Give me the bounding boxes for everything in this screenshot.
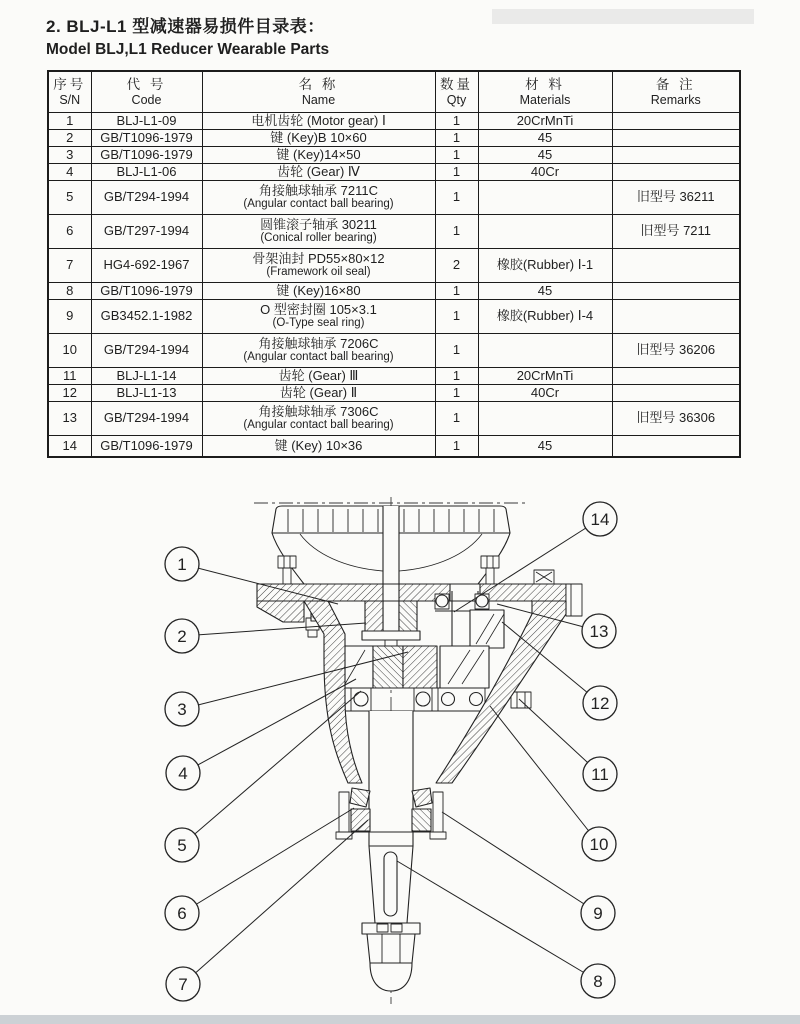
- flange-left-wing: [257, 601, 304, 622]
- header-materials: 材 料 Materials: [478, 71, 612, 113]
- cell-material: 橡胶(Rubber) Ⅰ-1: [478, 249, 612, 283]
- cell-qty: 1: [435, 147, 478, 164]
- cell-material: 40Cr: [478, 385, 612, 402]
- cell-sn: 14: [48, 436, 91, 458]
- svg-text:2: 2: [177, 627, 187, 646]
- callout-14: [583, 502, 617, 536]
- cell-sn: 3: [48, 147, 91, 164]
- callout-12: [583, 686, 617, 720]
- table-row: [48, 283, 740, 300]
- intermediate-gear: [470, 610, 504, 648]
- cell-name: 齿轮 (Gear) Ⅳ: [202, 164, 435, 181]
- reducer-drawing: [257, 506, 582, 991]
- callout-3: [165, 692, 199, 726]
- svg-text:7: 7: [178, 975, 188, 994]
- page-subtitle: Model BLJ,L1 Reducer Wearable Parts: [46, 41, 330, 58]
- cell-qty: 1: [435, 283, 478, 300]
- output-shaft-lower: [369, 846, 413, 923]
- cell-code: GB/T297-1994: [91, 215, 202, 249]
- cell-material: [478, 334, 612, 368]
- scan-edge-shadow: [0, 1015, 800, 1024]
- dome-cap: [370, 963, 412, 991]
- callout-4: [166, 756, 200, 790]
- cell-sn: 5: [48, 181, 91, 215]
- table-row: [48, 164, 740, 181]
- cell-remarks: [612, 436, 740, 458]
- cell-code: GB/T1096-1979: [91, 130, 202, 147]
- cell-qty: 1: [435, 215, 478, 249]
- cell-remarks: [612, 385, 740, 402]
- cell-material: 20CrMnTi: [478, 368, 612, 385]
- callout-6: [165, 896, 199, 930]
- cell-sn: 10: [48, 334, 91, 368]
- cell-name: 键 (Key)16×80: [202, 283, 435, 300]
- cell-code: GB/T1096-1979: [91, 147, 202, 164]
- svg-text:12: 12: [590, 694, 610, 713]
- svg-text:13: 13: [589, 622, 609, 641]
- header-code: 代 号 Code: [91, 71, 202, 113]
- svg-text:5: 5: [177, 836, 187, 855]
- input-shaft: [383, 506, 399, 639]
- cell-qty: 1: [435, 300, 478, 334]
- cell-remarks: [612, 368, 740, 385]
- document-header: [46, 12, 329, 59]
- table-row: [48, 334, 740, 368]
- callout-13: [582, 614, 616, 648]
- taper-roller-left: [350, 788, 370, 807]
- cell-material: 45: [478, 436, 612, 458]
- right-end-plate: [566, 584, 582, 616]
- side-bolt: [511, 692, 531, 708]
- cell-sn: 4: [48, 164, 91, 181]
- cell-name: 齿轮 (Gear) Ⅲ: [202, 368, 435, 385]
- cell-sn: 1: [48, 113, 91, 130]
- cell-remarks: 旧型号 36306: [612, 402, 740, 436]
- svg-text:8: 8: [593, 972, 603, 991]
- svg-text:14: 14: [590, 510, 610, 529]
- callout-11: [583, 757, 617, 791]
- keyway-slot: [384, 852, 397, 916]
- cell-name: O 型密封圈 105×3.1 (O-Type seal ring): [202, 300, 435, 334]
- cell-material: 45: [478, 283, 612, 300]
- cell-material: 20CrMnTi: [478, 113, 612, 130]
- table-row: [48, 402, 740, 436]
- cell-name: 骨架油封 PD55×80×12 (Framework oil seal): [202, 249, 435, 283]
- cell-material: 45: [478, 130, 612, 147]
- cell-material: 40Cr: [478, 164, 612, 181]
- callout-1: [165, 547, 199, 581]
- table-row: [48, 215, 740, 249]
- callout-10: [582, 827, 616, 861]
- cell-qty: 1: [435, 368, 478, 385]
- cell-sn: 11: [48, 368, 91, 385]
- cell-sn: 13: [48, 402, 91, 436]
- reducer-cross-section-diagram: [0, 488, 800, 1024]
- oil-seal-right: [412, 809, 431, 831]
- right-bolt-head: [481, 556, 499, 568]
- svg-text:10: 10: [589, 835, 609, 854]
- cell-code: BLJ-L1-14: [91, 368, 202, 385]
- cell-code: GB/T294-1994: [91, 402, 202, 436]
- left-bolt-head: [278, 556, 296, 568]
- cell-code: HG4-692-1967: [91, 249, 202, 283]
- shaft-nut-assembly: [362, 923, 420, 991]
- table-row: [48, 385, 740, 402]
- header-remarks: 备 注 Remarks: [612, 71, 740, 113]
- cell-sn: 8: [48, 283, 91, 300]
- cell-remarks: [612, 249, 740, 283]
- header-sn: 序号 S/N: [48, 71, 91, 113]
- cell-code: GB/T294-1994: [91, 334, 202, 368]
- cell-qty: 1: [435, 436, 478, 458]
- cell-name: 键 (Key)B 10×60: [202, 130, 435, 147]
- cell-remarks: [612, 147, 740, 164]
- header-name: 名 称 Name: [202, 71, 435, 113]
- cell-code: GB/T294-1994: [91, 181, 202, 215]
- table-row: [48, 147, 740, 164]
- svg-text:6: 6: [177, 904, 187, 923]
- cell-code: BLJ-L1-13: [91, 385, 202, 402]
- cell-qty: 1: [435, 334, 478, 368]
- cell-sn: 2: [48, 130, 91, 147]
- cell-remarks: [612, 130, 740, 147]
- cell-qty: 1: [435, 385, 478, 402]
- table-row: [48, 113, 740, 130]
- header-qty: 数量 Qty: [435, 71, 478, 113]
- cell-code: BLJ-L1-09: [91, 113, 202, 130]
- table-row: [48, 300, 740, 334]
- table-row: [48, 368, 740, 385]
- cell-name: 键 (Key)14×50: [202, 147, 435, 164]
- page-title: 2. BLJ-L1 型减速器易损件目录表：: [46, 17, 325, 36]
- table-row: [48, 436, 740, 458]
- svg-text:11: 11: [591, 765, 609, 784]
- taper-roller-right: [412, 788, 432, 807]
- cell-remarks: [612, 283, 740, 300]
- cell-code: BLJ-L1-06: [91, 164, 202, 181]
- cell-remarks: [612, 113, 740, 130]
- table-row: [48, 181, 740, 215]
- svg-text:4: 4: [178, 764, 188, 783]
- cell-name: 齿轮 (Gear) Ⅱ: [202, 385, 435, 402]
- cell-name: 电机齿轮 (Motor gear) Ⅰ: [202, 113, 435, 130]
- cell-name: 角接触球轴承 7211C (Angular contact ball bearing): [202, 181, 435, 215]
- cell-material: [478, 215, 612, 249]
- svg-text:3: 3: [177, 700, 187, 719]
- callout-9: [581, 896, 615, 930]
- cell-name: 角接触球轴承 7206C (Angular contact ball bearing): [202, 334, 435, 368]
- cell-qty: 1: [435, 164, 478, 181]
- callout-5: [165, 828, 199, 862]
- output-shaft-upper: [369, 711, 413, 846]
- cell-sn: 9: [48, 300, 91, 334]
- gear-row: [340, 646, 489, 688]
- cell-qty: 2: [435, 249, 478, 283]
- cell-sn: 6: [48, 215, 91, 249]
- cell-remarks: 旧型号 36211: [612, 181, 740, 215]
- cell-remarks: 旧型号 36206: [612, 334, 740, 368]
- table-row: [48, 130, 740, 147]
- cell-sn: 12: [48, 385, 91, 402]
- cell-qty: 1: [435, 130, 478, 147]
- hex-nut: [367, 934, 415, 963]
- cell-name: 圆锥滚子轴承 30211 (Conical roller bearing): [202, 215, 435, 249]
- cell-remarks: 旧型号 7211: [612, 215, 740, 249]
- table-header-row: [48, 71, 740, 113]
- cell-material: 橡胶(Rubber) Ⅰ-4: [478, 300, 612, 334]
- callout-8: [581, 964, 615, 998]
- cell-name: 角接触球轴承 7306C (Angular contact ball bearing): [202, 402, 435, 436]
- cell-material: [478, 402, 612, 436]
- cell-material: [478, 181, 612, 215]
- cell-code: GB3452.1-1982: [91, 300, 202, 334]
- cell-name: 键 (Key) 10×36: [202, 436, 435, 458]
- cell-remarks: [612, 164, 740, 181]
- cell-code: GB/T1096-1979: [91, 283, 202, 300]
- cell-remarks: [612, 300, 740, 334]
- parts-table: [47, 70, 741, 458]
- oil-seal-left: [351, 809, 370, 831]
- cell-material: 45: [478, 147, 612, 164]
- callout-2: [165, 619, 199, 653]
- table-row: [48, 249, 740, 283]
- callout-7: [166, 967, 200, 1001]
- cell-qty: 1: [435, 402, 478, 436]
- cell-qty: 1: [435, 181, 478, 215]
- svg-text:1: 1: [177, 555, 187, 574]
- svg-text:9: 9: [593, 904, 603, 923]
- cell-qty: 1: [435, 113, 478, 130]
- cell-sn: 7: [48, 249, 91, 283]
- cell-code: GB/T1096-1979: [91, 436, 202, 458]
- scan-artifact: [492, 9, 754, 24]
